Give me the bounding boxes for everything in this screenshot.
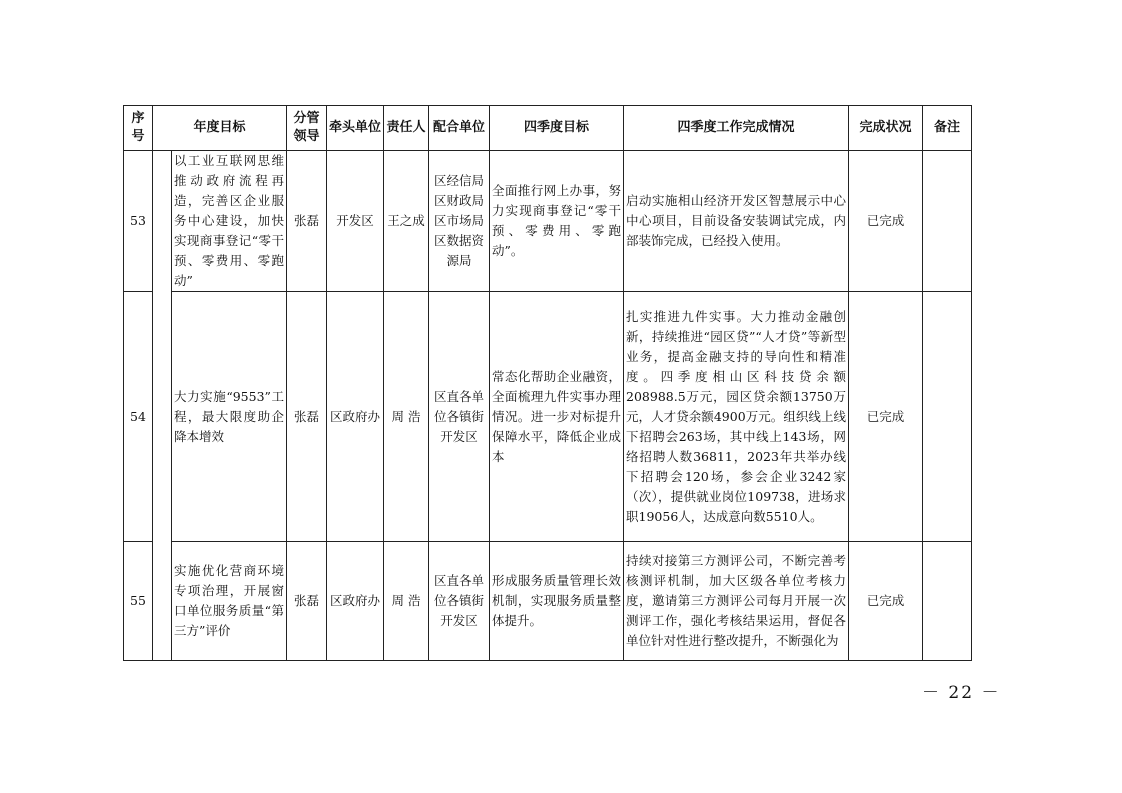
- row-goal: 大力实施“9553”工程，最大限度助企降本增效: [172, 292, 287, 542]
- page-number: － 22 －: [922, 683, 1001, 703]
- row-q4-progress: 扎实推进九件实事。大力推动金融创新，持续推进“园区贷”“人才贷”等新型业务，提高金融支持的导向性和精准度。四季度相山区科技贷余额208988.5万元，园区贷余额13750万元，人才贷余额4900万元。组织线上线下招聘会263场，其中线上143场，网络招聘人数36811，2023年共举办线下招聘会120场，参会企业3242家（次），提供就业岗位109738，进场求职19056人，达成意向数5510人。: [624, 292, 849, 542]
- header-remark: 备注: [923, 106, 972, 151]
- header-goal: 年度目标: [153, 106, 287, 151]
- header-owner: 责任人: [384, 106, 429, 151]
- table-row: [124, 151, 972, 292]
- row-coop-unit: 区经信局区财政局区市场局区数据资源局: [429, 151, 490, 292]
- row-owner: 王之成: [384, 151, 429, 292]
- header-seq: 序号: [124, 106, 153, 151]
- header-lead-unit: 牵头单位: [327, 106, 384, 151]
- header-status: 完成状况: [849, 106, 923, 151]
- row-q4-goal: 形成服务质量管理长效机制，实现服务质量整体提升。: [490, 542, 624, 661]
- row-owner: 周 浩: [384, 542, 429, 661]
- row-q4-goal: 常态化帮助企业融资，全面梳理九件实事办理情况。进一步对标提升保障水平，降低企业成本: [490, 292, 624, 542]
- row-status: 已完成: [849, 292, 923, 542]
- header-coop-unit: 配合单位: [429, 106, 490, 151]
- row-leader: 张磊: [287, 542, 327, 661]
- header-leader: 分管领导: [287, 106, 327, 151]
- table-row: [124, 292, 972, 542]
- row-leader: 张磊: [287, 151, 327, 292]
- row-goal: 实施优化营商环境专项治理，开展窗口单位服务质量“第三方”评价: [172, 542, 287, 661]
- row-lead-unit: 区政府办: [327, 542, 384, 661]
- row-seq: 54: [124, 292, 153, 542]
- row-status: 已完成: [849, 542, 923, 661]
- row-remark: [923, 542, 972, 661]
- row-lead-unit: 区政府办: [327, 292, 384, 542]
- task-table: [123, 105, 972, 661]
- row-coop-unit: 区直各单位各镇街开发区: [429, 542, 490, 661]
- table-row: [124, 542, 972, 661]
- row-coop-unit: 区直各单位各镇街开发区: [429, 292, 490, 542]
- row-q4-goal: 全面推行网上办事，努力实现商事登记“零干预、零费用、零跑动”。: [490, 151, 624, 292]
- row-remark: [923, 151, 972, 292]
- row-seq: 53: [124, 151, 153, 292]
- row-q4-progress: 持续对接第三方测评公司，不断完善考核测评机制，加大区级各单位考核力度，邀请第三方测评公司每月开展一次测评工作，强化考核结果运用，督促各单位针对性进行整改提升，不断强化为: [624, 542, 849, 661]
- header-row: [124, 106, 972, 151]
- row-lead-unit: 开发区: [327, 151, 384, 292]
- header-q4-progress: 四季度工作完成情况: [624, 106, 849, 151]
- merged-spacer-cell: [153, 151, 172, 661]
- row-owner: 周 浩: [384, 292, 429, 542]
- header-q4-goal: 四季度目标: [490, 106, 624, 151]
- row-goal: 以工业互联网思维推动政府流程再造，完善区企业服务中心建设，加快实现商事登记“零干预、零费用、零跑动”: [172, 151, 287, 292]
- row-remark: [923, 292, 972, 542]
- row-seq: 55: [124, 542, 153, 661]
- row-q4-progress: 启动实施相山经济开发区智慧展示中心中心项目，目前设备安装调试完成，内部装饰完成，已经投入使用。: [624, 151, 849, 292]
- row-status: 已完成: [849, 151, 923, 292]
- row-leader: 张磊: [287, 292, 327, 542]
